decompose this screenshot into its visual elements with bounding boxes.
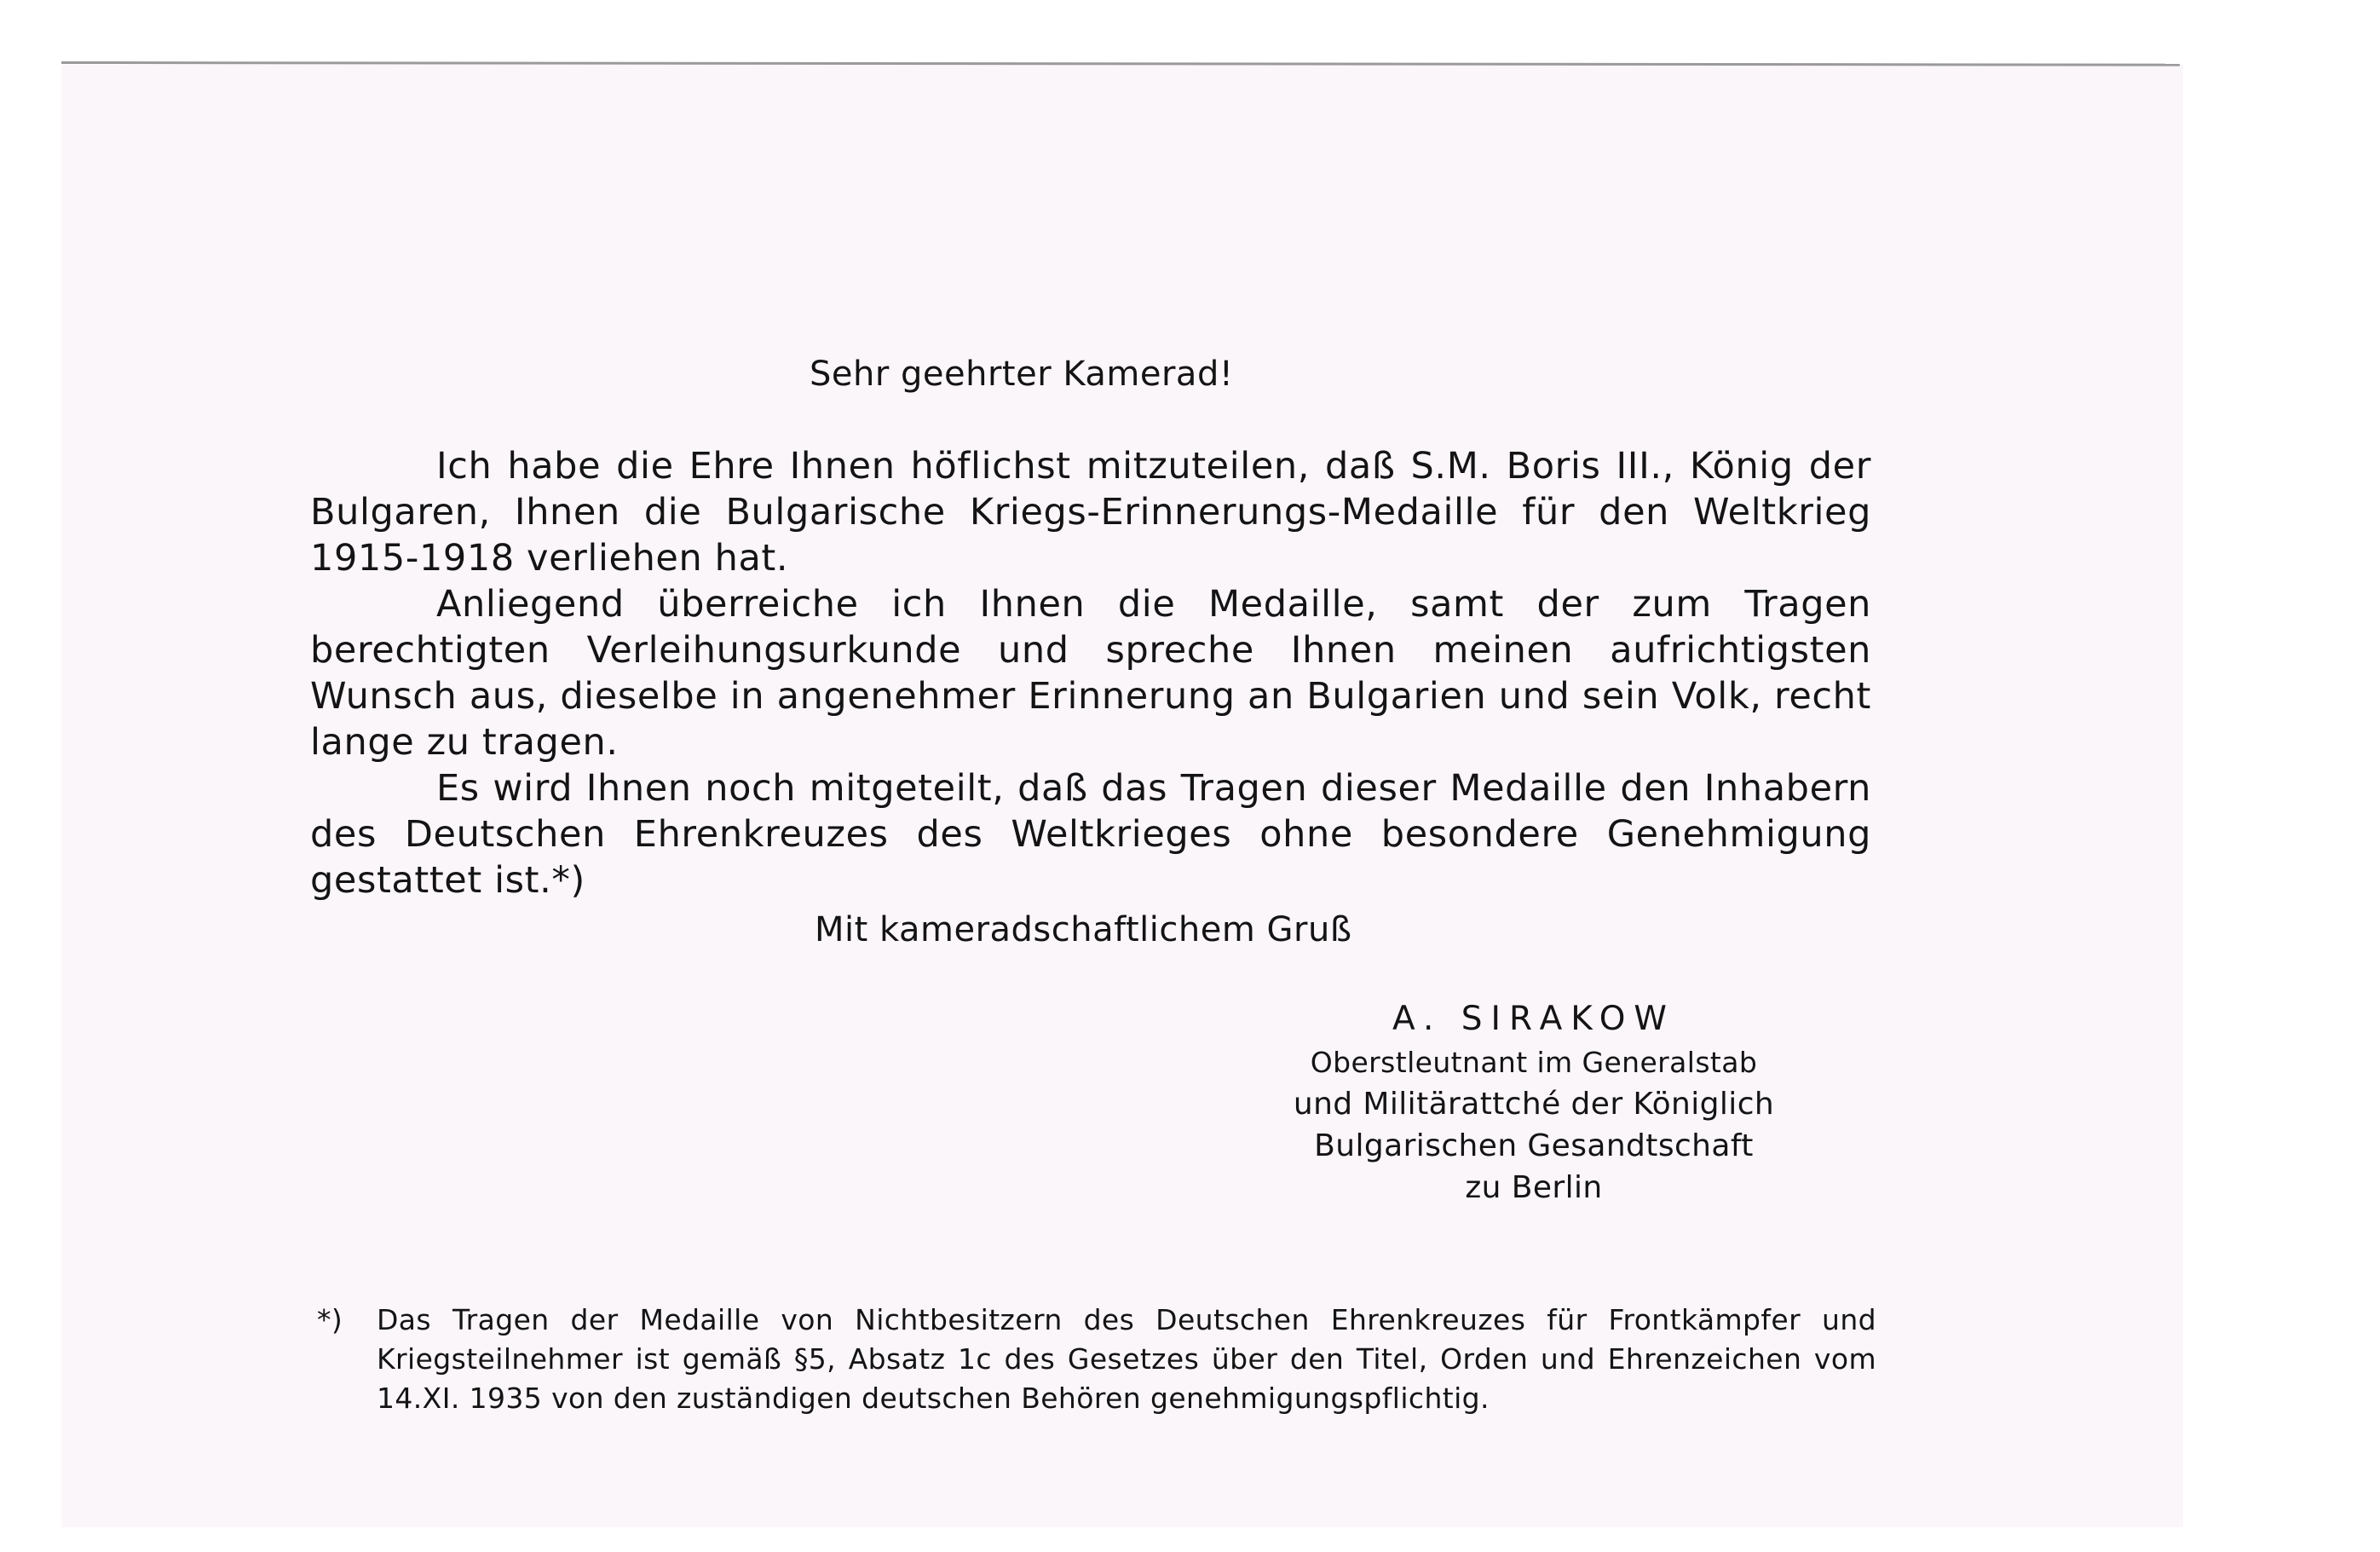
letter-body: [310, 443, 1871, 903]
footnote-marker: *): [317, 1303, 343, 1336]
paragraph-enclosure: Anliegend überreiche ich Ihnen die Medaille, samt der zum Tragen berechtigten Verleihungsurkunde und spreche Ihnen meinen aufrichtigsten Wunsch aus, dieselbe in angenehmer Erinnerung an Bulgarien und sein Volk, recht lange zu tragen.: [310, 583, 1871, 764]
paragraph-award: Ich habe die Ehre Ihnen höflichst mitzuteilen, daß S.M. Boris III., König der Bulgaren, Ihnen die Bulgarische Kriegs-Erinnerungs-Medaille für den Weltkrieg 1915-1918 verliehen hat.: [310, 445, 1871, 580]
footnote: [317, 1301, 1876, 1418]
signatory-office: und Militärattché der Königlich: [1293, 1087, 1775, 1122]
salutation: Sehr geehrter Kamerad!: [810, 355, 1234, 394]
signatory-rank: Oberstleutnant im Generalstab: [1310, 1046, 1758, 1079]
footnote-text: Das Tragen der Medaille von Nichtbesitzern des Deutschen Ehrenkreuzes für Frontkämpfer und Kriegsteilnehmer ist gemäß §5, Absatz 1c des Gesetzes über den Titel, Orden und Ehrenzeichen vom 14.XI. 1935 von den zuständigen deutschen Behören genehmigungspflichtig.: [377, 1303, 1876, 1415]
signatory-name: A. SIRAKOW: [1392, 1000, 1675, 1038]
signatory-city: zu Berlin: [1465, 1170, 1603, 1205]
paragraph-permission: Es wird Ihnen noch mitgeteilt, daß das Tragen dieser Medaille den Inhabern des Deutschen Ehrenkreuzes des Weltkrieges ohne besondere Genehmigung gestattet ist.*): [310, 767, 1871, 902]
signature-block: [1227, 997, 1841, 1209]
signatory-legation: Bulgarischen Gesandtschaft: [1314, 1128, 1754, 1163]
closing-greeting: Mit kameradschaftlichem Gruß: [815, 910, 1352, 949]
